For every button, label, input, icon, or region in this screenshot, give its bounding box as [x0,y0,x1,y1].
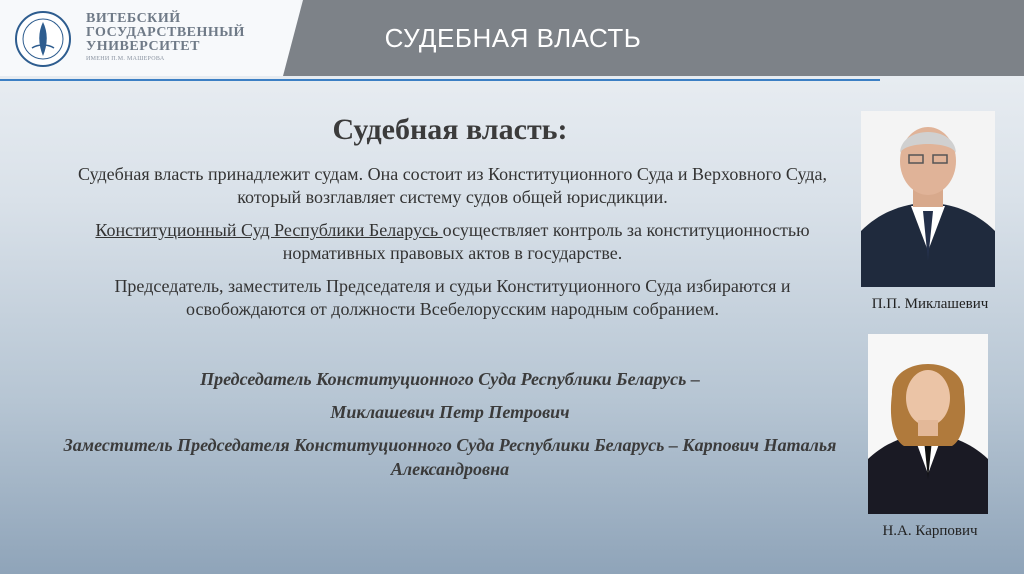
paragraph-constitutional-court-text: осуществляет контроль за конституционностью нормативных правовых актов в государстве. [282,220,810,263]
woman-portrait-image [868,334,988,514]
caption-karpovich: Н.А. Карпович [882,523,978,539]
portrait-karpovich [868,334,988,514]
logo-subtitle: ИМЕНИ П.М. МАШЕРОВА [86,56,165,62]
portrait-miklashevich [861,111,995,287]
constitutional-court-link[interactable]: Конституционный Суд Республики Беларусь [95,220,443,240]
university-seal-icon [14,10,72,68]
deputy-chairman: Заместитель Председателя Конституционного Суда Республики Беларусь – Карпович Наталья Александровна [63,435,837,479]
header-logo-area [0,0,300,76]
chairman-name: Миклашевич Петр Петрович [330,402,570,422]
logo-line-2: ГОСУДАРСТВЕННЫЙ [86,25,245,40]
header-divider [0,79,880,81]
logo-line-1: ВИТЕБСКИЙ [86,11,181,26]
paragraph-appointment: Председатель, заместитель Председателя и судьи Конституционного Суда избираются и освобождаются от должности Всебелорусским народным собранием. [114,276,791,319]
content-heading: Судебная власть: [332,113,568,146]
university-logo-text [86,12,286,64]
logo-line-3: УНИВЕРСИТЕТ [86,39,200,54]
chairman-title: Председатель Конституционного Суда Республики Беларусь – [200,369,700,389]
caption-miklashevich: П.П. Миклашевич [871,296,989,312]
paragraph-constitutional-court [60,219,845,265]
paragraph-courts: Судебная власть принадлежит судам. Она состоит из Конституционного Суда и Верховного Суда, который возглавляет систему судов общей юрисдикции. [78,164,827,207]
man-portrait-image [861,111,995,287]
slide-title: СУДЕБНАЯ ВЛАСТЬ [384,22,642,53]
